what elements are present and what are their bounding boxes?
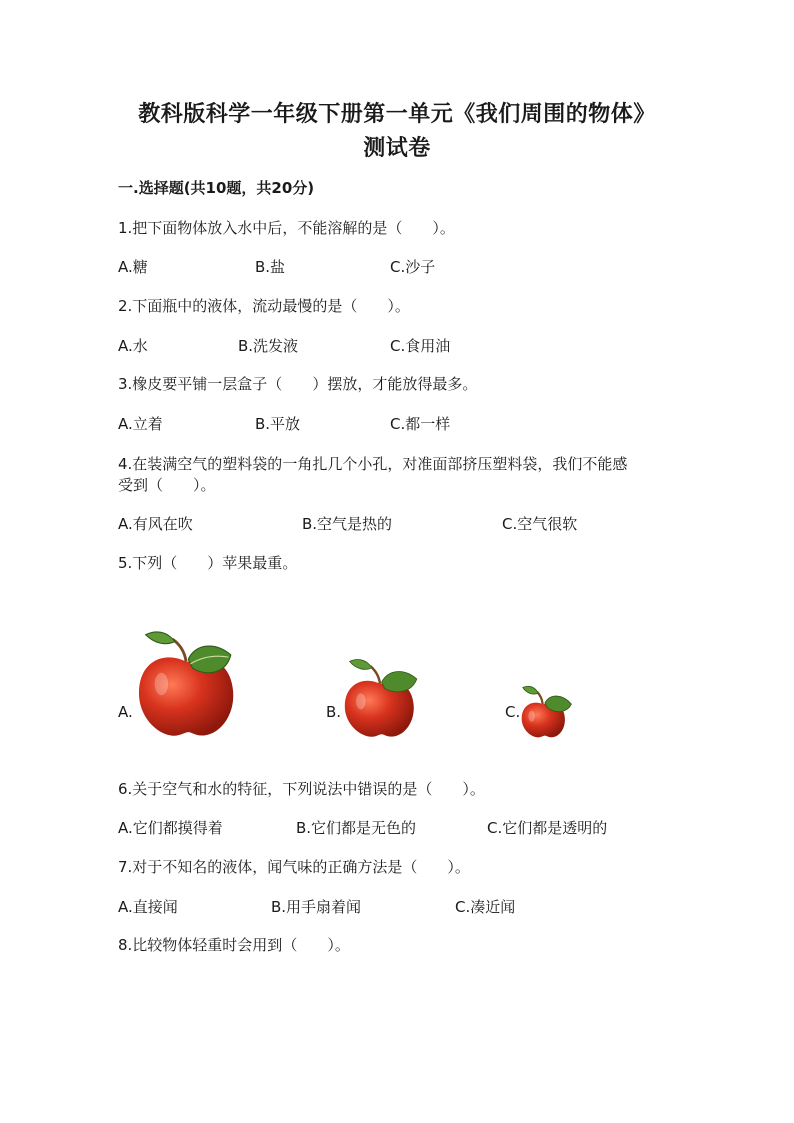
question-1-stem: 1.把下面物体放入水中后，不能溶解的是（ ）。 <box>118 219 455 237</box>
question-8-stem: 8.比较物体轻重时会用到（ ）。 <box>118 936 350 954</box>
question-3-option-a: A.立着 <box>118 415 163 433</box>
question-1-option-a: A.糖 <box>118 258 148 276</box>
question-4-option-a: A.有风在吹 <box>118 515 193 533</box>
question-1-option-b: B.盐 <box>255 258 286 276</box>
question-5-option-c: C. <box>505 703 521 721</box>
question-2-option-a: A.水 <box>118 337 148 355</box>
question-6-stem: 6.关于空气和水的特征，下列说法中错误的是（ ）。 <box>118 780 485 798</box>
question-2-stem: 2.下面瓶中的液体，流动最慢的是（ ）。 <box>118 297 410 315</box>
question-3-option-b: B.平放 <box>255 415 301 433</box>
section-heading: 一.选择题(共10题，共20分) <box>118 179 315 197</box>
question-4-option-b: B.空气是热的 <box>302 515 393 533</box>
question-2-option-c: C.食用油 <box>390 337 451 355</box>
question-3-stem: 3.橡皮要平铺一层盒子（ ）摆放，才能放得最多。 <box>118 375 478 393</box>
question-7-option-a: A.直接闻 <box>118 898 178 916</box>
question-6-option-b: B.它们都是无色的 <box>296 819 417 837</box>
question-4-stem-line-1: 4.在装满空气的塑料袋的一角扎几个小孔，对准面部挤压塑料袋，我们不能感 <box>118 455 628 473</box>
question-5-option-b: B. <box>326 703 342 721</box>
question-5-option-a: A. <box>118 703 133 721</box>
apple-small-icon <box>518 682 574 740</box>
title-line-2: 测试卷 <box>363 135 431 161</box>
question-4-stem-line-2: 受到（ ）。 <box>118 476 216 494</box>
title-line-1: 教科版科学一年级下册第一单元《我们周围的物体》 <box>138 101 656 127</box>
question-6-option-a: A.它们都摸得着 <box>118 819 223 837</box>
question-7-stem: 7.对于不知名的液体，闻气味的正确方法是（ ）。 <box>118 858 470 876</box>
question-7-option-b: B.用手扇着闻 <box>271 898 362 916</box>
question-7-option-c: C.凑近闻 <box>455 898 516 916</box>
question-3-option-c: C.都一样 <box>390 415 451 433</box>
question-6-option-c: C.它们都是透明的 <box>487 819 608 837</box>
question-5-stem: 5.下列（ ）苹果最重。 <box>118 554 298 572</box>
question-1-option-c: C.沙子 <box>390 258 436 276</box>
question-2-option-b: B.洗发液 <box>238 337 299 355</box>
apple-medium-icon <box>340 655 420 739</box>
question-4-option-c: C.空气很软 <box>502 515 578 533</box>
apple-large-icon <box>130 628 242 740</box>
